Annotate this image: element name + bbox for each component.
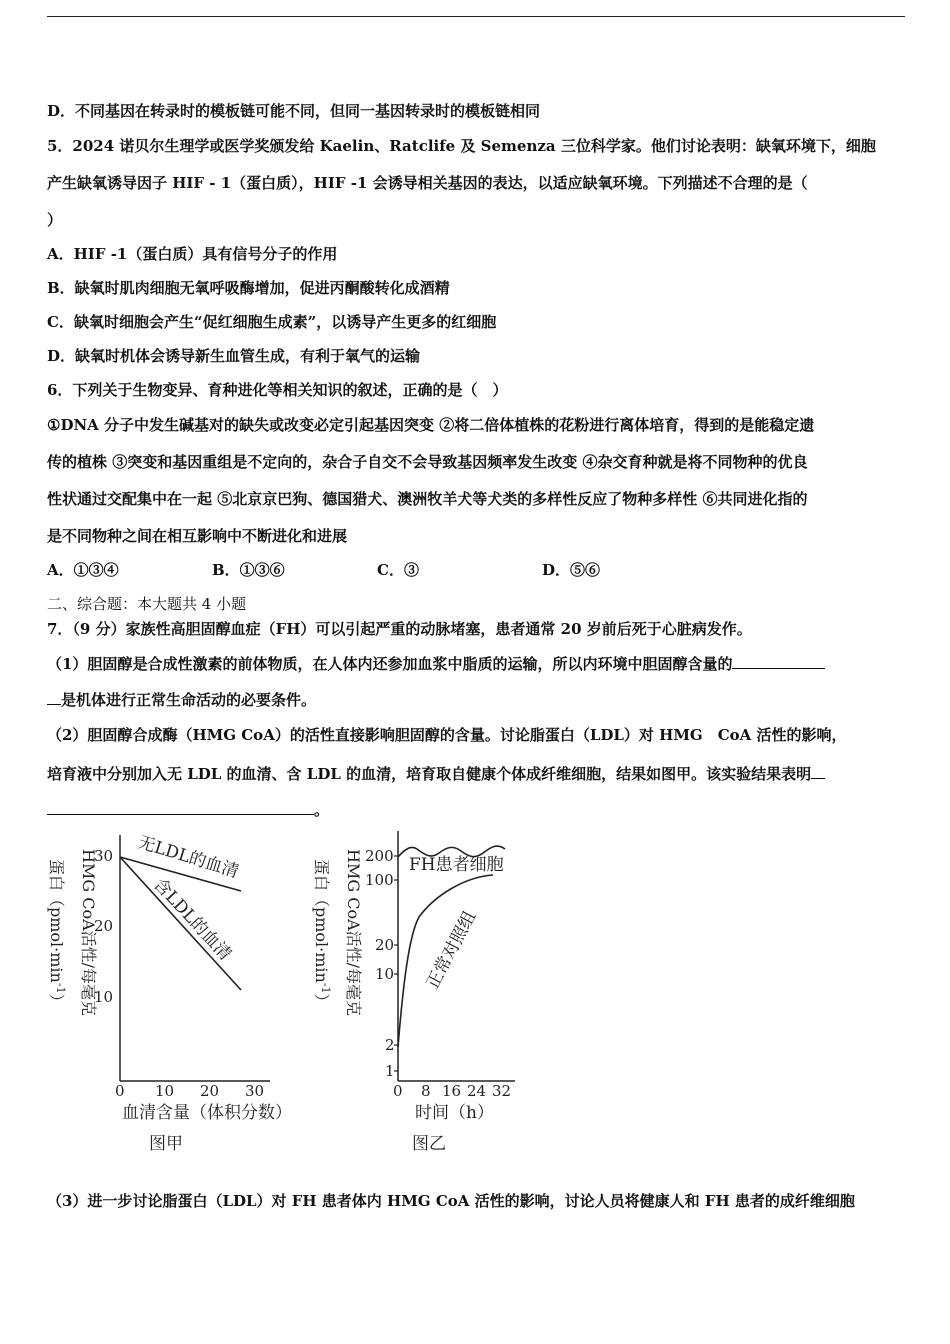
question-5-option-a: A．HIF -1（蛋白质）具有信号分子的作用 <box>47 245 338 263</box>
fig-b-caption: 图乙 <box>412 1134 446 1154</box>
fig-a-xlabel: 血清含量（体积分数） <box>122 1103 292 1123</box>
question-6-option-d: D．⑤⑥ <box>542 561 601 579</box>
fig-b-label-control: 正常对照组 <box>422 907 481 993</box>
question-7-part-1-line-2 <box>47 690 316 710</box>
fig-b-ytick-1: 1 <box>385 1062 395 1080</box>
section-2-heading: 二、综合题：本大题共 4 小题 <box>47 595 247 613</box>
figures <box>45 825 525 1164</box>
question-6-stem: 6．下列关于生物变异、育种进化等相关知识的叙述，正确的是（ ） <box>47 381 508 399</box>
fig-b-xtick-8: 8 <box>421 1082 431 1100</box>
fig-b-xlabel: 时间（h） <box>415 1103 494 1123</box>
answer-blank[interactable] <box>47 690 61 705</box>
fig-a-ytick-10: 10 <box>94 988 114 1006</box>
question-5-line-3: ） <box>47 211 63 229</box>
question-6-statement-1: ①DNA 分子中发生碱基对的缺失或改变必定引起基因突变 ②将二倍体植株的花粉进行离体培育，得到的是能稳定遗 <box>47 416 815 434</box>
question-7-part-2-text: 培育液中分别加入无 LDL 的血清、含 LDL 的血清，培育取自健康个体成纤维细胞，结果如图甲。该实验结果表明 <box>47 765 812 783</box>
fig-b-xtick-32: 32 <box>492 1082 512 1100</box>
fig-a-label-no-ldl: 无LDL的血清 <box>135 832 242 883</box>
question-7-part-2-line-2 <box>47 764 825 784</box>
fig-a-xtick-10: 10 <box>155 1082 175 1100</box>
question-6-statement-4: 是不同物种之间在相互影响中不断进化和进展 <box>47 527 348 545</box>
question-7-part-2-line-3 <box>47 800 329 820</box>
fig-a-ylabel-2: 蛋白$(pmol\cdot\min^{-1})$ <box>47 859 67 1010</box>
fig-b-xtick-16: 16 <box>442 1082 462 1100</box>
fig-b-label-fh: FH患者细胞 <box>409 855 504 875</box>
question-7-part-3-line-1: （3）进一步讨论脂蛋白（LDL）对 FH 患者体内 HMG CoA 活性的影响，讨论人员将健康人和 FH 患者的成纤维细胞 <box>47 1192 855 1210</box>
fig-a-ylabel-1: HMG CoA活性/每毫克 <box>79 849 98 1017</box>
fig-b-ytick-20: 20 <box>375 936 395 954</box>
fig-b-xtick-0: 0 <box>393 1082 403 1100</box>
answer-blank[interactable] <box>47 800 314 815</box>
question-6-statement-3: 性状通过交配集中在一起 ⑤北京京巴狗、德国猎犬、澳洲牧羊犬等犬类的多样性反应了物种多样性 ⑥共同进化指的 <box>47 490 808 508</box>
question-5-line-1: 5．2024 诺贝尔生理学或医学奖颁发给 Kaelin、Ratclife 及 Semenza 三位科学家。他们讨论表明：缺氧环境下，细胞 <box>47 137 876 155</box>
figures-svg <box>45 825 525 1160</box>
question-5-option-c: C．缺氧时细胞会产生“促红细胞生成素”，以诱导产生更多的红细胞 <box>47 313 497 331</box>
fig-b-ytick-2: 2 <box>385 1036 395 1054</box>
answer-blank[interactable] <box>811 764 825 779</box>
fig-a-ytick-20: 20 <box>94 917 114 935</box>
question-5-line-2: 产生缺氧诱导因子 HIF - 1（蛋白质），HIF -1 会诱导相关基因的表达，以适应缺氧环境。下列描述不合理的是（ <box>47 174 808 192</box>
question-6-option-c: C．③ <box>377 561 419 579</box>
question-6-option-a: A．①③④ <box>47 561 119 579</box>
answer-blank[interactable] <box>732 654 825 669</box>
question-7-part-2-period: 。 <box>314 801 330 819</box>
figure-a <box>47 833 292 1154</box>
fig-a-xtick-30: 30 <box>245 1082 265 1100</box>
header-rule <box>47 16 905 17</box>
fig-a-ytick-30: 30 <box>94 847 114 865</box>
figure-b <box>312 831 515 1154</box>
question-6-option-b: B．①③⑥ <box>212 561 285 579</box>
fig-b-xtick-24: 24 <box>467 1082 487 1100</box>
question-5-option-d: D．缺氧时机体会诱导新生血管生成，有利于氧气的运输 <box>47 347 421 365</box>
question-7-part-2-line-1: （2）胆固醇合成酶（HMG CoA）的活性直接影响胆固醇的含量。讨论脂蛋白（LDL）对 HMG CoA 活性的影响， <box>47 726 847 744</box>
question-7-part-1-line-1 <box>47 654 825 674</box>
option-d-previous: D．不同基因在转录时的模板链可能不同，但同一基因转录时的模板链相同 <box>47 102 541 120</box>
question-6-statement-2: 传的植株 ③突变和基因重组是不定向的，杂合子自交不会导致基因频率发生改变 ④杂交育种就是将不同物种的优良 <box>47 453 808 471</box>
fig-a-xtick-20: 20 <box>200 1082 220 1100</box>
fig-a-xtick-0: 0 <box>115 1082 125 1100</box>
question-7-part-1-text: （1）胆固醇是合成性激素的前体物质，在人体内还参加血浆中脂质的运输，所以内环境中胆固醇含量的 <box>47 655 733 673</box>
fig-b-ytick-200: 200 <box>365 847 394 865</box>
fig-b-ylabel-1: HMG CoA活性/每毫克 <box>344 849 363 1017</box>
fig-b-ylabel-2: 蛋白$(pmol\cdot\min^{-1})$ <box>312 859 332 1010</box>
question-7-stem: 7．（9 分）家族性高胆固醇血症（FH）可以引起严重的动脉堵塞，患者通常 20 岁前后死于心脏病发作。 <box>47 620 752 638</box>
fig-a-caption: 图甲 <box>149 1134 183 1154</box>
question-7-part-1-text-2: 是机体进行正常生命活动的必要条件。 <box>61 691 317 709</box>
question-5-option-b: B．缺氧时肌肉细胞无氧呼吸酶增加，促进丙酮酸转化成酒精 <box>47 279 450 297</box>
fig-a-label-ldl: 含LDL的血清 <box>149 874 236 965</box>
fig-b-ytick-100: 100 <box>365 871 394 889</box>
fig-b-ytick-10: 10 <box>375 965 395 983</box>
